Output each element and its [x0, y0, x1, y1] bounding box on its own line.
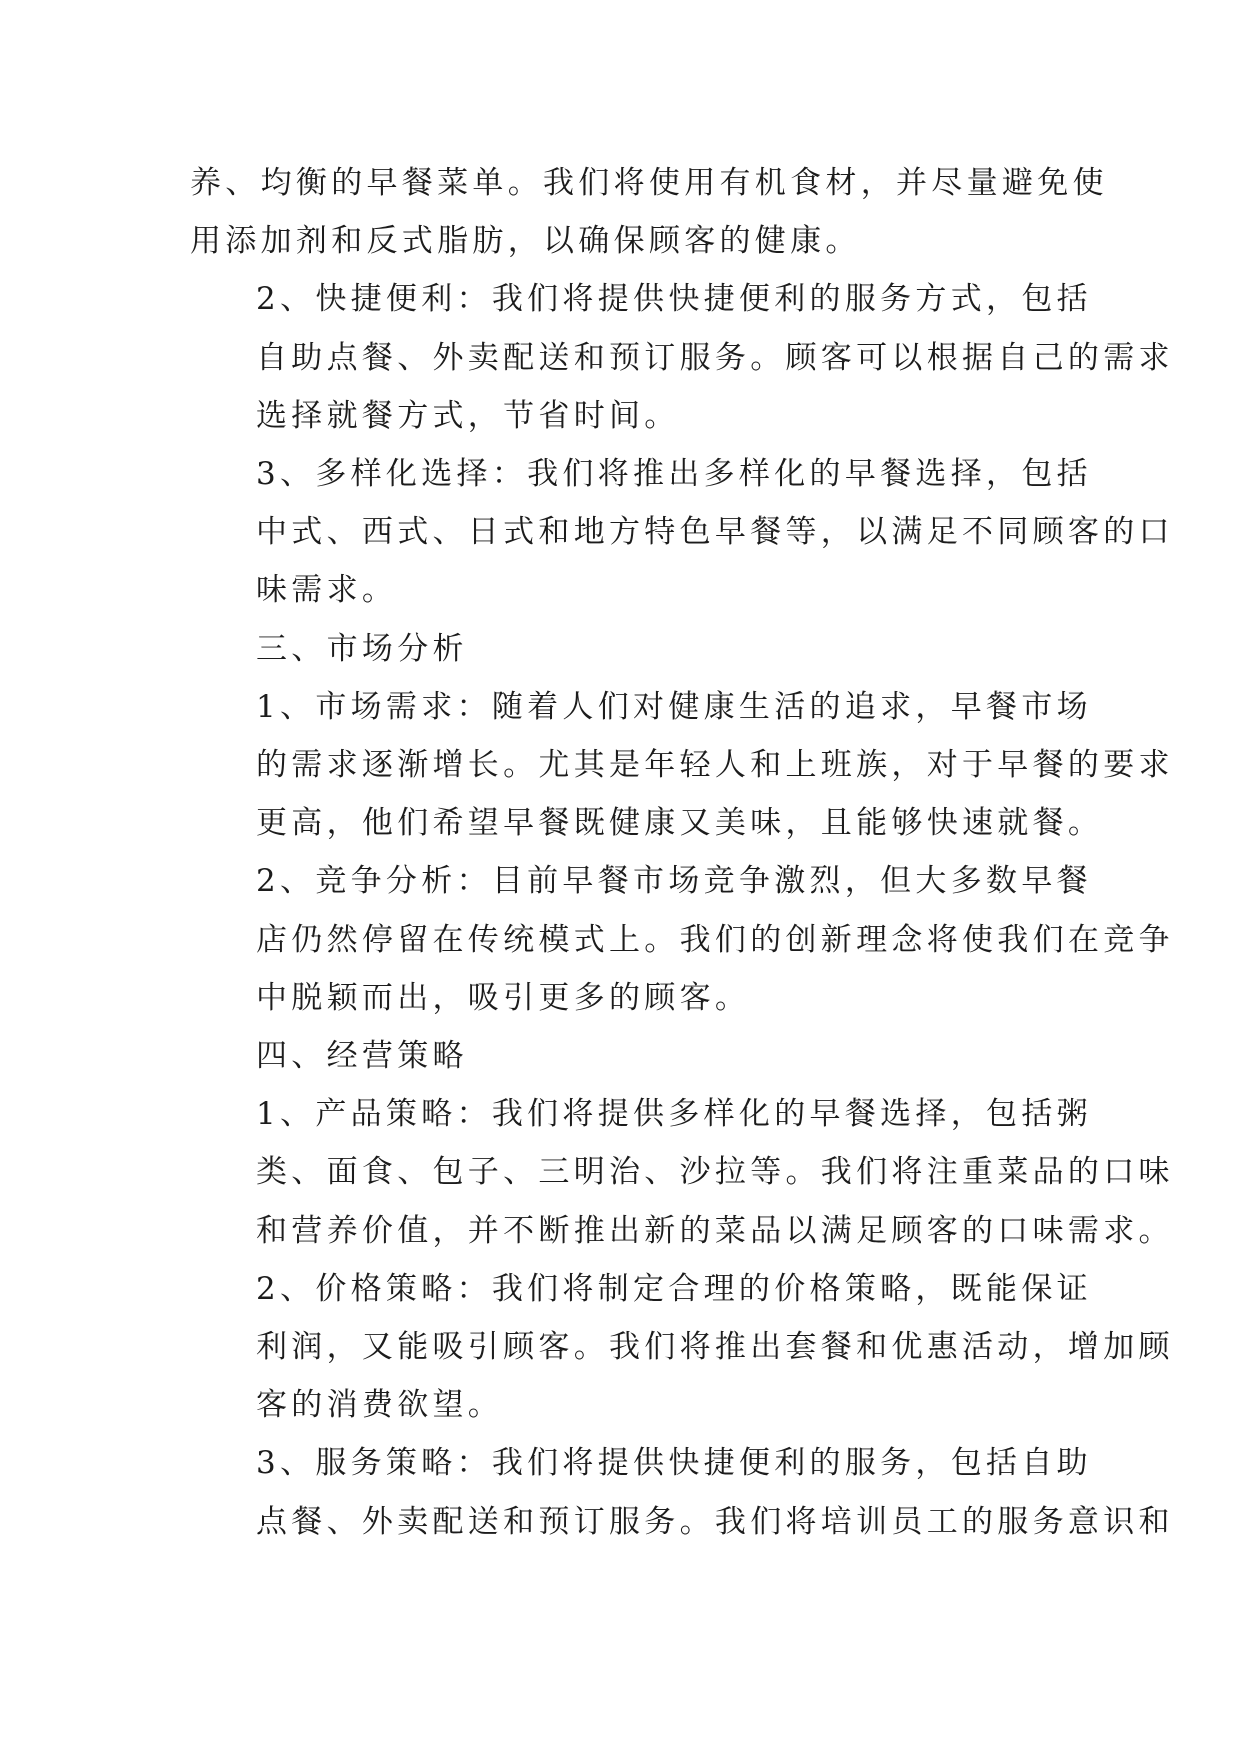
- text-line: 利润，又能吸引顾客。我们将推出套餐和优惠活动，增加顾: [256, 1329, 1174, 1366]
- text-line: 自助点餐、外卖配送和预订服务。顾客可以根据自己的需求: [256, 339, 1174, 376]
- paragraph: [190, 445, 1174, 620]
- text-line: 2、价格策略：我们将制定合理的价格策略，既能保证: [256, 1270, 1092, 1307]
- paragraph: [190, 1260, 1174, 1435]
- text-line: 类、面食、包子、三明治、沙拉等。我们将注重菜品的口味: [256, 1154, 1174, 1191]
- text-line: 2、快捷便利：我们将提供快捷便利的服务方式，包括: [256, 281, 1092, 318]
- paragraph: [190, 620, 1070, 678]
- text-line: 三、市场分析: [256, 630, 468, 667]
- paragraph: [190, 1085, 1174, 1260]
- text-line: 1、产品策略：我们将提供多样化的早餐选择，包括粥: [256, 1096, 1092, 1133]
- paragraph-continued: [190, 154, 1108, 270]
- text-line: 养、均衡的早餐菜单。我们将使用有机食材，并尽量避免使: [190, 165, 1108, 201]
- text-line: 选择就餐方式，节省时间。: [256, 397, 680, 434]
- text-line: 和营养价值，并不断推出新的菜品以满足顾客的口味需求。: [256, 1212, 1174, 1249]
- text-line: 味需求。: [256, 572, 398, 609]
- text-line: 1、市场需求：随着人们对健康生活的追求，早餐市场: [256, 688, 1092, 725]
- text-line: 中式、西式、日式和地方特色早餐等，以满足不同顾客的口: [256, 514, 1174, 551]
- text-line: 中脱颖而出，吸引更多的顾客。: [256, 979, 751, 1016]
- paragraph: [190, 1027, 1070, 1085]
- text-line: 店仍然停留在传统模式上。我们的创新理念将使我们在竞争: [256, 921, 1174, 958]
- text-line: 更高，他们希望早餐既健康又美味，且能够快速就餐。: [256, 805, 1104, 842]
- paragraph: [190, 270, 1174, 445]
- text-line: 3、多样化选择：我们将推出多样化的早餐选择，包括: [256, 456, 1092, 493]
- text-line: 3、服务策略：我们将提供快捷便利的服务，包括自助: [256, 1445, 1092, 1482]
- text-line: 2、竞争分析：目前早餐市场竞争激烈，但大多数早餐: [256, 863, 1092, 900]
- text-line: 客的消费欲望。: [256, 1387, 504, 1424]
- text-line: 四、经营策略: [256, 1038, 468, 1075]
- text-line: 点餐、外卖配送和预订服务。我们将培训员工的服务意识和: [256, 1503, 1174, 1540]
- paragraph: [190, 852, 1174, 1027]
- text-line: 的需求逐渐增长。尤其是年轻人和上班族，对于早餐的要求: [256, 747, 1174, 784]
- paragraph: [190, 1434, 1174, 1550]
- paragraph: [190, 678, 1174, 853]
- document-body: [190, 154, 1174, 1551]
- text-line: 用添加剂和反式脂肪，以确保顾客的健康。: [190, 223, 861, 260]
